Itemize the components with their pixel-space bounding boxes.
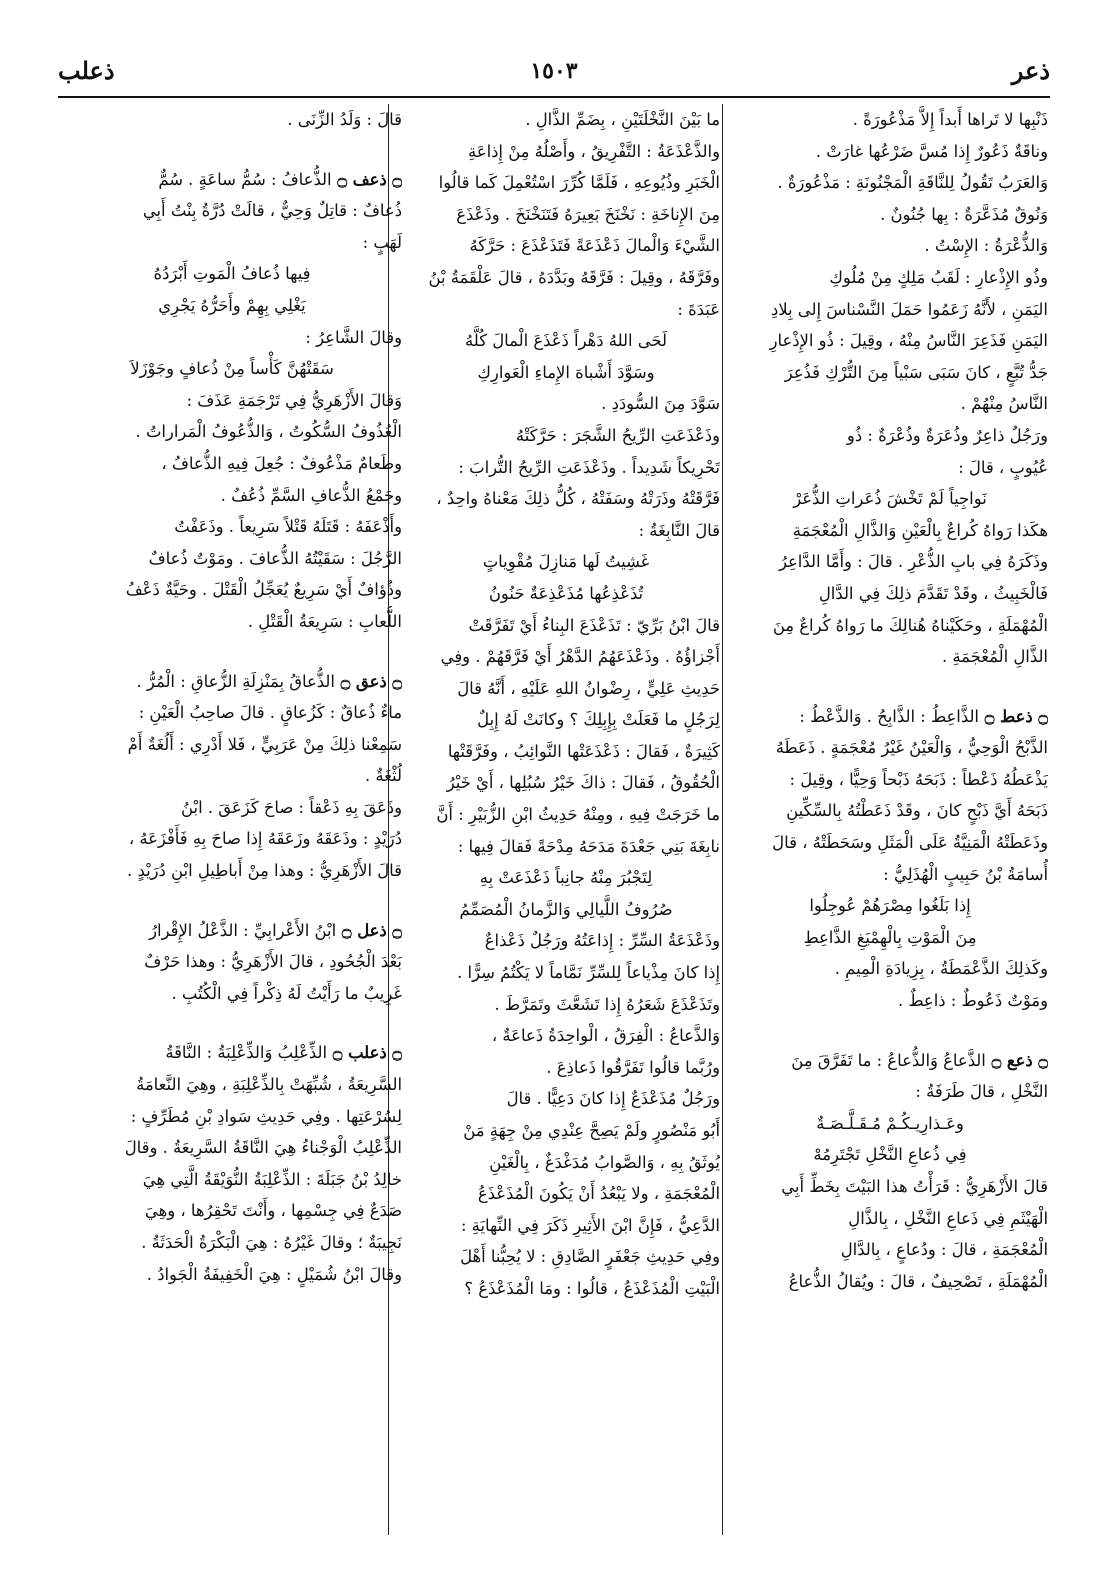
line-text: وذَعْذَعَةُ السِّرِّ : إِذاعَتُهُ ورَجُلٌ ذَعْذاعٌ: [484, 931, 720, 951]
line-text: الْمُهْمَلَةِ ، تَصْحِيفٌ ، قالَ : ويُقالُ الذُّعاعُ: [788, 1271, 1048, 1291]
text-line: [732, 953, 1048, 985]
text-line: [412, 704, 720, 736]
text-line: [732, 1266, 1048, 1298]
line-text: صَدَعٌ فِي جِسْمِها ، وأَنْتَ تَحْقِرُها ، وهِيَ: [144, 1201, 402, 1221]
line-text: وذَعْذَعَتِ الرِّيحُ الشَّجَرَ : حَرَّكَتْهُ: [515, 425, 720, 445]
text-line: [412, 483, 720, 515]
text-line: [732, 388, 1048, 420]
text-line: [732, 294, 1048, 326]
text-line: [412, 1083, 720, 1115]
line-text: خالِدُ بْنُ جَبَلَةَ : الذِّعْلِبَةُ النُّوَيْقَةُ الَّتِي هِيَ: [142, 1169, 402, 1189]
text-line: [62, 385, 402, 417]
line-text: السَّرِيعَةُ ، شُبِّهَتْ بِالذِّعْلِبَةِ ، وهِيَ النَّعامَةُ: [136, 1075, 402, 1095]
line-text: وذَكَرَهُ فِي بابِ الذُّعْرِ . قالَ : وأَمَّا الدَّاعِرُ: [778, 552, 1048, 572]
text-line: [62, 164, 402, 196]
line-text: الذُّعاقُ بِمَنْزِلَةِ الزُّعاقِ : الْمُرُّ .: [136, 671, 335, 691]
text-line: [412, 515, 720, 547]
line-text: لَهَبٍ :: [362, 232, 402, 252]
column-middle: [412, 104, 720, 1543]
line-text: ماءٌ ذُعاقٌ : كَزُعاقٍ . قالَ صاحِبُ الْعَيْنِ :: [138, 703, 402, 723]
line-text: الْمُعْجَمَةِ ، ولا يَبْعُدُ أَنْ يَكُونَ الْمُذَعْذَعُ: [477, 1184, 720, 1204]
line-text: لَحَى اللهُ دَهْراً ذَعْذَعَ الْمالَ كُلَّهُ: [465, 331, 667, 351]
line-text: الرَّجُلَ : سَقَيْتُهُ الذُّعافَ . ومَوْتٌ ذُعافٌ: [148, 548, 402, 568]
line-text: الذَّعاعُ وَالذُّعاعُ : ما تَفَرَّقَ مِنَ: [791, 1050, 986, 1070]
entry-headword: ۝ ذعع ۝: [985, 1050, 1048, 1070]
line-text: قالَ : وَلَدُ الزِّنَى .: [287, 110, 402, 129]
line-text: وذَعَطَتْهُ الْمَنِيَّةُ عَلَى الْمَثَلِ وسَحَطَتْهُ ، قالَ: [772, 833, 1048, 853]
text-line: [732, 546, 1048, 578]
text-line: [412, 989, 720, 1021]
text-line: [412, 1178, 720, 1210]
line-text: النَّاسُ مِنْهُمْ .: [960, 394, 1048, 414]
text-line: [412, 831, 720, 863]
text-line: [732, 167, 1048, 199]
text-line: [62, 1195, 402, 1227]
line-text: وقالَ ابْنُ شُمَيْلٍ : هِيَ الْخَفِيفَةُ الْجَوادُ .: [146, 1264, 402, 1284]
line-text: جَدُّ تُبَّعٍ ، كانَ سَبَى سَبْياً مِنَ التُّرْكِ فَذُعِرَ: [784, 362, 1048, 382]
line-text: وسَوَّدَ أَشْباهَ الإِماءِ الْعَوارِكِ: [477, 362, 655, 382]
verse-line: [732, 483, 1048, 515]
line-text: قالَ النَّابِغَةُ :: [638, 520, 720, 540]
line-text: الْبَيْتِ الْمُذَعْذَعُ ، قالُوا : ومَا الْمُذَعْذَعُ ؟: [464, 1278, 720, 1298]
text-line: [62, 511, 402, 543]
line-text: ذَنْبِها لا تَراها أَبداً إِلاَّ مَذْعُورَةً .: [852, 110, 1048, 129]
text-line: [732, 1076, 1048, 1108]
line-text: وأَذْعَفَهُ : قَتَلَهُ قَتْلاً سَرِيعاً . وذَعَفْتُ: [174, 517, 402, 537]
text-line: [732, 199, 1048, 231]
line-text: وفِي حَدِيثِ جَعْفَرٍ الصَّادِقِ : لا يُحِبُّنا أَهْلَ: [460, 1247, 720, 1267]
text-line: [62, 823, 402, 855]
line-text: وَالعَرَبُ تَقُولُ لِلنَّاقَةِ الْمَجْنُونَةِ : مَذْعُورَةٌ .: [777, 173, 1048, 193]
verse-line: [62, 290, 402, 322]
line-text: الدَّعِيُّ ، فَإِنَّ ابْنَ الأَثِيرِ ذَكَرَ فِي النِّهايَةِ :: [460, 1215, 720, 1235]
line-text: الْمُهْمَلَةِ ، وحَكَيْناهُ هُنالِكَ ما رَواهُ كُراعٌ مِنَ: [772, 615, 1048, 635]
line-text: الذَّاعِطُ : الذَّابِحُ . وَالذَّعْطُ :: [799, 706, 979, 726]
text-line: [732, 795, 1048, 827]
line-text: يُوثَقُ بِهِ ، وَالصَّوابُ مُدَغْدَغٌ ، بِالْغَيْنِ: [489, 1152, 720, 1172]
text-line: [62, 322, 402, 354]
line-text: لُثْغَةٌ .: [364, 766, 402, 786]
entry-headword: ۝ ذعف ۝: [331, 169, 402, 189]
text-line: [412, 767, 720, 799]
text-line: [732, 325, 1048, 357]
line-text: عُيُوبٍ ، قالَ :: [958, 457, 1048, 477]
line-text: اليَمَنِ ، لأَنَّهُ زَعَمُوا حَمَلَ النَّسْناسَ إِلى بِلادِ: [770, 299, 1048, 319]
line-text: الْخَبَرِ وذُيُوعِهِ ، فَلَمَّا كُرِّرَ اسْتُعْمِلَ كَما قالُوا: [438, 173, 720, 193]
line-text: وعَـذارِيـكُـمْ مُـقَـلَّـصَـةٌ: [816, 1113, 964, 1133]
text-line: [732, 104, 1048, 136]
text-line: [732, 827, 1048, 859]
entry-gap: [62, 887, 402, 915]
text-line: [732, 136, 1048, 168]
line-text: تُذَعْذِعُها مُذَعْذِعَةٌ حَنُونُ: [488, 583, 644, 603]
line-text: الْحُقُوقُ ، فَقالَ : ذاكَ خَيْرُ سُبُلِها ، أَيْ خَيْرُ: [446, 773, 720, 793]
line-text: وجَمْعُ الذُّعافِ السَّمِّ ذُعُفٌ .: [220, 485, 402, 505]
text-line: [412, 230, 720, 262]
text-line: [62, 855, 402, 887]
line-text: غَشِيتُ لَها مَنازِلَ مُقْوِياتٍ: [482, 552, 650, 572]
line-text: يَذْعَطُهُ ذَعْطاً : ذَبَحَهُ ذَبْحاً وَحِيًّا ، وقِيلَ :: [789, 769, 1048, 789]
text-line: [412, 736, 720, 768]
line-text: وَالذُّعْرَةُ : الإِسْتُ .: [924, 236, 1048, 256]
verse-line: [732, 1108, 1048, 1140]
line-text: هكَذا رَواهُ كُراعٌ بِالْعَيْنِ وَالذَّالِ الْمُعْجَمَةِ: [792, 520, 1048, 540]
line-text: ومَوْتٌ ذَعُوطٌ : ذاعِطٌ .: [897, 991, 1048, 1011]
entry-gap: [62, 638, 402, 666]
line-text: ذُعافٌ : قاتِلٌ وَحِيٌّ ، قالَتْ دُرَّةُ بِنْتُ أَبِي: [142, 201, 402, 221]
column-right: [732, 104, 1048, 1543]
line-text: سَوَّدَ مِنَ السُّودَدِ .: [601, 394, 720, 414]
line-text: صُرُوفُ اللَّيالِي وَالزَّمانُ الْمُصَمِّمُ: [459, 899, 673, 919]
text-line: [412, 1147, 720, 1179]
line-text: ذَبَحَهُ أَيَّ ذَبْحٍ كانَ ، وقَدْ ذَعَطْتُهُ بِالسِّكِّينِ: [786, 801, 1048, 821]
text-line: [732, 701, 1048, 733]
text-line: [732, 732, 1048, 764]
line-text: الذَّبْحُ الْوَحِيُّ ، وَالْعَيْنُ غَيْرُ مُعْجَمَةٍ . ذَعَطَهُ: [775, 738, 1048, 758]
text-line: [412, 957, 720, 989]
line-text: ما خَرَجَتْ فِيهِ ، ومِنْهُ حَدِيثُ ابْنِ الزُّبَيْرِ : أَنَّ: [436, 805, 720, 825]
text-line: [732, 1171, 1048, 1203]
line-text: وَالذَّعاعُ : الْفِرَقُ ، الْواحِدَةُ ذَعاعَةٌ ،: [491, 1026, 720, 1046]
line-text: فَالْخَبِيثُ ، وقَدْ تَقَدَّمَ ذلِكَ فِي الدَّالِ: [818, 583, 1048, 603]
text-line: [62, 543, 402, 575]
line-text: ورَجُلٌ ذاعِرٌ وذُعَرَةٌ وذُعْرَةٌ : ذُو: [846, 425, 1048, 445]
text-line: [62, 1164, 402, 1196]
page-header: [58, 52, 1050, 96]
header-left-headword: ذعلب: [58, 56, 115, 85]
text-line: [412, 610, 720, 642]
verse-line: [732, 890, 1048, 922]
text-line: [412, 1273, 720, 1305]
line-text: حَدِيثِ عَلِيٍّ ، رِضْوانُ اللهِ عَلَيْهِ ، أَنَّهُ قالَ: [457, 678, 720, 698]
text-line: [412, 1020, 720, 1052]
line-text: الذِّعْلِبُ وَالذِّعْلِبَةُ : النَّاقَةُ: [165, 1043, 328, 1063]
text-line: [62, 978, 402, 1010]
line-text: الذِّعْلِبُ الْوَجْناءُ هِيَ النَّاقَةُ السَّرِيعَةُ . وقالَ: [124, 1138, 402, 1158]
header-rule: [58, 96, 1050, 98]
line-text: الْعُذُوفُ السُّكُوتُ ، وَالذُّعُوفُ الْمَراراتُ .: [135, 422, 402, 442]
text-line: [62, 448, 402, 480]
line-text: عَبَدَةَ :: [677, 299, 720, 319]
text-line: [732, 420, 1048, 452]
text-line: [62, 606, 402, 638]
line-text: والذَّعْذَعَةُ : التَّفْرِيقُ ، وأَصْلُهُ مِنْ إِذاعَةِ: [468, 141, 720, 161]
column-left: [62, 104, 402, 1543]
line-text: لِتَجْبُرَ مِنْهُ جانِباً ذَعْذَعَتْ بِهِ: [479, 868, 653, 888]
line-text: مِنَ الإِناخَةِ : نَخْنَخَ بَعِيرَهُ فَتَنَخْنَخَ . وذَعْذَعَ: [456, 204, 720, 224]
line-text: سَقَتْهُنَّ كَأْساً مِنْ ذُعافٍ وجَوْزَلاَ: [130, 359, 334, 379]
text-line: [412, 104, 720, 136]
line-text: وذُؤافٌ أَيْ سَرِيعٌ يُعَجِّلُ الْقَتْلَ . وحَيَّةٌ ذَعْفُ: [125, 580, 402, 600]
line-text: لِرَجُلٍ ما فَعَلَتْ بِإِبِلِكَ ؟ وكانَتْ لَهُ إِبِلٌ: [477, 710, 720, 730]
text-line: [62, 729, 402, 761]
line-text: اللُّعابِ : سَرِيعَةُ الْقَتْلِ .: [247, 611, 402, 631]
line-text: قالَ الأَزْهَرِيُّ : وهذا مِنْ أَباطِيلِ ابْنِ دُرَيْدٍ .: [127, 861, 402, 881]
text-line: [62, 1069, 402, 1101]
text-line: [732, 230, 1048, 262]
text-line: [62, 666, 402, 698]
line-text: إِذا بَلَغُوا مِصْرَهُمْ عُوجِلُوا: [809, 896, 971, 916]
text-line: [412, 799, 720, 831]
verse-line: [412, 894, 720, 926]
line-text: وقالَ الشَّاعِرُ :: [305, 327, 402, 347]
text-line: [412, 136, 720, 168]
text-line: [732, 610, 1048, 642]
line-text: نَواجِياً لَمْ تَخْشَ ذُعَراتِ الذُّعَرْ: [793, 489, 987, 509]
line-text: وَنُوقٌ مُذَعَّرَةٌ : بِها جُنُونٌ .: [880, 204, 1048, 224]
text-line: [732, 578, 1048, 610]
line-text: وذَعَقَ بِهِ ذَعْقاً : صاحَ كَزَعَقَ . ابْنُ: [181, 797, 402, 817]
line-text: ابْنُ الأَعْرابِيِّ : الذَّعْلُ الإِقْرارُ: [149, 920, 337, 940]
line-text: فَرَّقَتْهُ وذَرَتْهُ وسَفَتْهُ ، كُلُّ ذلِكَ مَعْناهُ واحِدٌ ،: [436, 489, 720, 509]
text-line: [732, 1045, 1048, 1077]
text-line: [732, 452, 1048, 484]
text-line: [412, 1241, 720, 1273]
line-text: نابِغَةَ بَنِي جَعْدَةَ مَدَحَهُ مِدْحَةً فَقالَ فِيها :: [457, 836, 720, 856]
verse-line: [732, 1139, 1048, 1171]
line-text: مِنَ الْمَوْتِ بِالْهِمْيَغِ الذَّاعِطِ: [803, 927, 977, 947]
text-line: [732, 985, 1048, 1017]
verse-line: [412, 578, 720, 610]
text-line: [62, 1037, 402, 1069]
entry-gap: [62, 136, 402, 164]
line-text: قالَ الأَزْهَرِيُّ : قَرَأْتُ هذا البَيْتَ بِخَطِّ أَبِي: [781, 1177, 1048, 1196]
text-line: [732, 641, 1048, 673]
line-text: أَبُو مَنْصُورٍ ولَمْ يَصِحَّ عِنْدِي مِنْ جِهَةٍ مَنْ: [463, 1121, 720, 1140]
header-right-headword: ذعر: [1011, 56, 1050, 85]
text-line: [412, 388, 720, 420]
entry-gap: [732, 673, 1048, 701]
line-text: وناقَةٌ ذَعُورٌ إِذا مُسَّ ضَرْعُها غارَتْ .: [815, 141, 1048, 161]
text-line: [62, 760, 402, 792]
text-line: [62, 195, 402, 227]
text-line: [732, 515, 1048, 547]
text-line: [732, 1203, 1048, 1235]
entry-gap: [62, 1009, 402, 1037]
text-line: [62, 946, 402, 978]
line-text: إِذا كانَ مِذْياعاً لِلسِّرِّ نَمَّاماً لا يَكْتُمُ سِرًّا .: [457, 963, 720, 983]
verse-line: [412, 325, 720, 357]
entry-headword: ۝ ذعق ۝: [334, 671, 402, 691]
entry-headword: ۝ ذعلب ۝: [327, 1043, 402, 1063]
line-text: فِيها ذُعافُ الْمَوتِ أَبْرَدُهُ: [153, 264, 311, 284]
text-line: [412, 1115, 720, 1147]
line-text: الذُّعافُ : سُمُّ ساعَةٍ . سُمٌّ: [158, 169, 332, 189]
line-text: وطَعامٌ مَذْعُوفٌ : جُعِلَ فِيهِ الذُّعافُ ،: [161, 453, 402, 473]
text-line: [62, 1259, 402, 1291]
line-text: يَغْلِي بِهِمْ وأَحَرُّهُ يَجْرِي: [158, 295, 306, 315]
verse-line: [412, 357, 720, 389]
text-line: [62, 792, 402, 824]
line-text: ورُبَّما قالُوا تَفَرَّقُوا ذَعاذِعَ .: [546, 1057, 720, 1077]
line-text: غَرِيبٌ ما رَأَيْتُ لَهُ ذِكْراً فِي الْكُتُبِ .: [171, 983, 402, 1003]
line-text: وفَرَّقَهُ ، وقِيلَ : فَرَّقَهُ وبَدَّدَهُ ، قالَ عَلْقَمَةُ بْنُ: [428, 267, 720, 287]
line-text: قالَ ابْنُ بَرِّيّ : تَذَعْذَعَ البِناءُ أَيْ تَفَرَّقَتْ: [468, 615, 720, 635]
entry-headword: ۝ ذعط ۝: [979, 706, 1048, 726]
verse-line: [62, 353, 402, 385]
line-text: فِي ذُعاعِ النَّخْلِ تَجْتَرِمُهْ: [813, 1145, 967, 1165]
text-line: [412, 641, 720, 673]
text-line: [412, 1210, 720, 1242]
line-text: الْمُعْجَمَةِ ، قالَ : ودُعاعٍ ، بِالدَّالِ: [840, 1240, 1048, 1260]
text-line: [412, 262, 720, 294]
text-line: [412, 294, 720, 326]
text-line: [732, 262, 1048, 294]
text-line: [412, 167, 720, 199]
line-text: الْهَيْثَمِ فِي ذَعاعِ النَّخْلِ ، بِالذَّالِ: [848, 1208, 1048, 1228]
line-text: ورَجُلٌ مُذَعْذَعٌ إِذا كانَ دَعِيًّا . قالَ: [506, 1089, 720, 1109]
line-text: الشَّيْءَ وَالْمالَ ذَعْذَعَةً فَتَذَعْذَعَ : حَرَّكَهُ: [469, 236, 720, 256]
verse-line: [62, 258, 402, 290]
text-line: [732, 357, 1048, 389]
text-line: [62, 416, 402, 448]
text-line: [412, 1052, 720, 1084]
line-text: تَحْرِيكاً شَدِيداً . وذَعْذَعَتِ الرِّيحُ التُّرابَ :: [458, 457, 720, 477]
text-line: [732, 1234, 1048, 1266]
text-line: [62, 574, 402, 606]
text-line: [62, 1101, 402, 1133]
text-line: [62, 1227, 402, 1259]
entry-gap: [732, 1017, 1048, 1045]
text-line: [412, 925, 720, 957]
entry-headword: ۝ ذعل ۝: [336, 920, 402, 940]
text-line: [62, 697, 402, 729]
line-text: لِسُرْعَتِها . وفِي حَدِيثِ سَوادِ بْنِ مُطَرِّفٍ :: [130, 1106, 402, 1126]
column-divider: [722, 104, 723, 1535]
text-line: [412, 452, 720, 484]
line-text: نَجِيبَةٌ ؛ وقالَ غَيْرُهُ : هِيَ الْبَكْرَةُ الْحَدَثَةُ .: [141, 1233, 402, 1252]
text-line: [412, 673, 720, 705]
line-text: كَثِيرَةٌ ، فَقالَ : ذَعْذَعَتْها النَّوائِبُ ، وفَرَّقَتْها: [447, 741, 720, 761]
line-text: النَّخْلِ ، قالَ طَرَفَةُ :: [915, 1082, 1048, 1102]
verse-line: [412, 546, 720, 578]
line-text: وذُو الإِذْعارِ : لَقَبُ مَلِكٍ مِنْ مُلُوكِ: [829, 267, 1048, 287]
text-line: [412, 199, 720, 231]
line-text: أُسامَةُ بْنُ حَبِيبٍ الْهُذَلِيُّ :: [883, 864, 1048, 884]
line-text: الذَّالِ الْمُعْجَمَةِ .: [941, 647, 1048, 667]
text-line: [732, 764, 1048, 796]
text-line: [62, 480, 402, 512]
text-line: [62, 915, 402, 947]
line-text: اليَمَنِ فَذَعِرَ النَّاسُ مِنْهُ ، وقِيلَ : ذُو الإِذْعارِ: [769, 331, 1048, 351]
line-text: ما بَيْنَ النَّخْلَتَيْنِ ، بِضَمِّ الذَّالِ .: [525, 110, 720, 129]
text-line: [62, 1132, 402, 1164]
line-text: وتَذَعْذَعَ شَعَرُهُ إِذا تَشَعَّثَ وتَمَرَّطَ .: [494, 994, 720, 1014]
verse-line: [412, 862, 720, 894]
line-text: بَعْدَ الْجُحُودِ ، قالَ الأَزْهَرِيُّ : وهذا حَرْفٌ: [144, 952, 402, 972]
line-text: وكَذلِكَ الذَّعْمَطَةُ ، بِزِيادَةِ الْمِيمِ .: [834, 959, 1048, 979]
line-text: سَمِعْنا ذلِكَ مِنْ عَرَبِيٍّ ، فَلا أَدْرِي : أَلُغَةٌ أَمْ: [127, 734, 402, 754]
text-line: [62, 227, 402, 259]
text-line: [732, 859, 1048, 891]
text-line: [412, 420, 720, 452]
line-text: دُرَيْدٍ : وذَعَقَهُ وزَعَقَهُ إِذا صاحَ بِهِ فَأَفْزَعَهُ ،: [128, 829, 402, 849]
text-line: [62, 104, 402, 136]
line-text: أَجْزاؤُهُ . وذَعْذَعَهُمُ الدَّهْرُ أَيْ فَرَّقَهُمْ . وفِي: [440, 647, 720, 667]
page-number: ١٥٠٣: [530, 58, 578, 84]
line-text: وَقالَ الأَزْهَرِيُّ فِي تَرْجَمَةِ عَذَفَ :: [186, 390, 402, 410]
verse-line: [732, 922, 1048, 954]
